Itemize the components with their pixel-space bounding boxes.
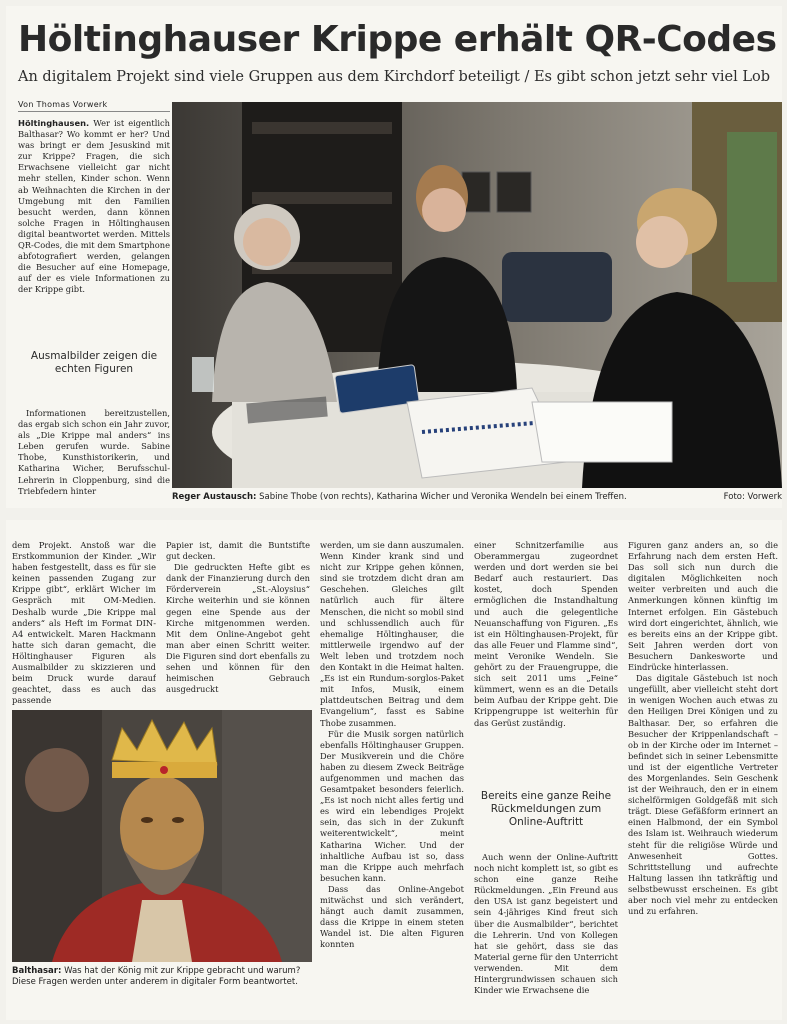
column-3 xyxy=(320,540,464,1008)
column-2-paragraph-1: Papier ist, damit die Buntstifte gut decken. xyxy=(166,540,310,562)
column-2 xyxy=(166,540,310,972)
main-photo-caption xyxy=(172,492,782,503)
column-5 xyxy=(628,540,778,1008)
main-photo xyxy=(172,102,782,488)
column-4-paragraph-2: Auch wenn der Online-Auftritt noch nicht komplett ist, so gibt es schon eine ganze Reihe Rückmeldungen. „Ein Freund aus den USA ist ganz begeistert und sein 4-jähriges Kind freut sich über die Ausmalbilder“, berichtet die Lehrerin. Und von Kollegen hat sie gehört, dass sie das Material gerne für den Unterricht verwenden. Mit dem Hintergrundwissen schauen sich Kinder wie Erwachsene die xyxy=(474,852,618,996)
column-4 xyxy=(474,540,618,782)
lede-paragraph xyxy=(18,118,170,338)
caption-king-body: Was hat der König mit zur Krippe gebracht und warum? Diese Fragen werden unter anderem in digitaler Form beantwortet. xyxy=(12,966,301,987)
lede-text: Wer ist eigentlich Balthasar? Wo kommt er her? Und was bringt er dem Jesuskind mit zur Krippe? Fragen, die sich Erwachsene vielleicht gar nicht mehr stellen, Kinder schon. Wenn ab Weihnachten die Kirchen in der Umgebung mit den Familien besucht werden, dann können solche Fragen in Höltinghausen digital beantwortet werden. Mittels QR-Codes, die mit dem Smartphone abfotografiert werden, gelangen die Besucher auf eine Homepage, auf der es viele Informationen zu der Krippe gibt. xyxy=(18,118,170,295)
column-5-paragraph-1: Figuren ganz anders an, so die Erfahrung nach dem ersten Heft. Das soll sich nun durch die digitalen Möglichkeiten noch weiter verbreiten und auch die Anmerkungen können künftig im Internet erfolgen. Ein Gästebuch wird dort eingerichtet, ähnlich, wie es bereits eins an der Krippe gibt. Seit Jahren werden dort von Besuchern Dankesworte und Eindrücke hinterlassen. xyxy=(628,540,778,673)
column-1 xyxy=(12,540,156,705)
dateline: Höltinghausen. xyxy=(18,118,90,128)
intertitle-coloring-pages: Ausmalbilder zeigen die echten Figuren xyxy=(30,350,158,375)
column-3-paragraph-2: Für die Musik sorgen natürlich ebenfalls Höltinghauser Gruppen. Der Musikverein und die Chöre haben zu diesem Zweck Beiträge aufgenommen und machen das Gesamtpaket besonders feierlich. „Es ist noch nicht alles fertig und es wird ein lebendiges Projekt sein, das sich in der Zukunft weiterentwickelt“, meint Katharina Wicher. Und der inhaltliche Aufbau ist so, dass man die Krippe auch mehrfach besuchen kann. xyxy=(320,728,464,883)
headline: Höltinghauser Krippe erhält QR-Codes xyxy=(18,19,777,60)
lede-continuation xyxy=(18,408,170,504)
caption-king-label: Balthasar: xyxy=(12,966,62,976)
column-1-paragraph: dem Projekt. Anstoß war die Erstkommunion der Kinder. „Wir haben festgestellt, dass es für sie keinen passenden Zugang zur Krippe gibt“, erklärt Wicher im Gespräch mit OM-Medien. Deshalb wurde „Die Krippe mal anders“ als Heft im Format DIN-A4 entwickelt. Maren Hackmann hatte sich daran gemacht, die Höltinghauser Figuren als Ausmalbilder zu skizzieren und beim Druck wurde darauf geachtet, dass es auch das passende xyxy=(12,540,156,705)
meeting-photo-illustration xyxy=(172,102,782,488)
caption-main-label: Reger Austausch: xyxy=(172,492,257,502)
intertitle-feedback: Bereits eine ganze Reihe Rückmeldungen zum Online-Auftritt xyxy=(480,790,612,828)
column-4-paragraph-1: einer Schnitzerfamilie aus Oberammergau zugeordnet werden und dort werden sie bei Bedarf auch restauriert. Das kostet, doch Spenden ermöglichen die Instandhaltung und auch die gelegentliche Neuanschaffung von Figuren. „Es ist ein Höltinghausen-Projekt, für das alle Feuer und Flamme sind“, meint Veronike Wendeln. Sie gehört zu der Frauengruppe, die sich seit 2011 ums „Feine“ kümmert, wenn es an die Details beim Aufbau der Krippe geht. Die Krippengruppe ist weiterhin für das Gerüst zuständig. xyxy=(474,540,618,728)
column-2-paragraph-2: Die gedruckten Hefte gibt es dank der Finanzierung durch den Förderverein „St.-Aloysius“ Kirche weiterhin und sie können gegen eine Spende aus der Kirche mitgenommen werden. Mit dem Online-Angebot geht man aber einen Schritt weiter. Die Figuren sind dort ebenfalls zu sehen und können für den heimischen Gebrauch ausgedruckt xyxy=(166,562,310,695)
photo-credit: Foto: Vorwerk xyxy=(723,492,782,502)
subheadline: An digitalem Projekt sind viele Gruppen aus dem Kirchdorf beteiligt / Es gibt schon jetzt sehr viel Lob xyxy=(18,69,770,85)
caption-main-text xyxy=(172,492,627,503)
author-byline: Von Thomas Vorwerk xyxy=(18,100,170,112)
column-4-continued xyxy=(474,852,618,1012)
caption-main-body: Sabine Thobe (von rechts), Katharina Wicher und Veronika Wendeln bei einem Treffen. xyxy=(259,492,627,502)
column-3-paragraph-1: werden, um sie dann auszumalen. Wenn Kinder krank sind und nicht zur Krippe gehen können, sind sie trotzdem dicht dran am Geschehen. Gleiches gilt natürlich auch für ältere Menschen, die nicht so mobil sind und schlussendlich auch für ehemalige Höltinghauser, die mittlerweile irgendwo auf der Welt leben und trotzdem noch den Kontakt in die Heimat halten. „Es ist ein Rundum-sorglos-Paket mit Infos, Musik, einem plattdeutschen Beitrag und dem Evangelium“, fasst es Sabine Thobe zusammen. xyxy=(320,540,464,728)
column-3-paragraph-3: Dass das Online-Angebot mitwächst und sich verändert, hängt auch damit zusammen, dass die Krippe in einem steten Wandel ist. Die alten Figuren konnten xyxy=(320,883,464,950)
article-bottom-section xyxy=(6,520,782,1020)
lede-continuation-text: Informationen bereitzustellen, das ergab sich schon ein Jahr zuvor, als „Die Krippe mal anders“ ins Leben gerufen wurde. Sabine Thobe, Kunsthistorikerin, und Katharina Wicher, Berufsschul-Lehrerin in Cloppenburg, sind die Triebfedern hinter xyxy=(18,408,170,496)
article-top-section xyxy=(6,6,782,508)
column-5-paragraph-2: Das digitale Gästebuch ist noch ungefüllt, aber vielleicht steht dort in wenigen Wochen auch etwas zu den Heiligen Drei Königen und zu Balthasar. Der, so erfahren die Besucher der Krippenlandschaft – ob in der Kirche oder im Internet – befindet sich in seiner Lebensmitte und ist der eigentliche Vertreter des Morgenlandes. Sein Geschenk ist der Weihrauch, den er in einem sichelförmigen Goldgefäß mit sich trägt. Diese Gefäßform erinnert an einen Halbmond, der ein Symbol des Islam ist. Weihrauch wiederum steht für die religiöse Würde und Anwesenheit Gottes. Schrittstellung und aufrechte Haltung lassen ihn tatkräftig und selbstbewusst erscheinen. Es gibt aber noch viel mehr zu entdecken und zu erfahren. xyxy=(628,673,778,917)
